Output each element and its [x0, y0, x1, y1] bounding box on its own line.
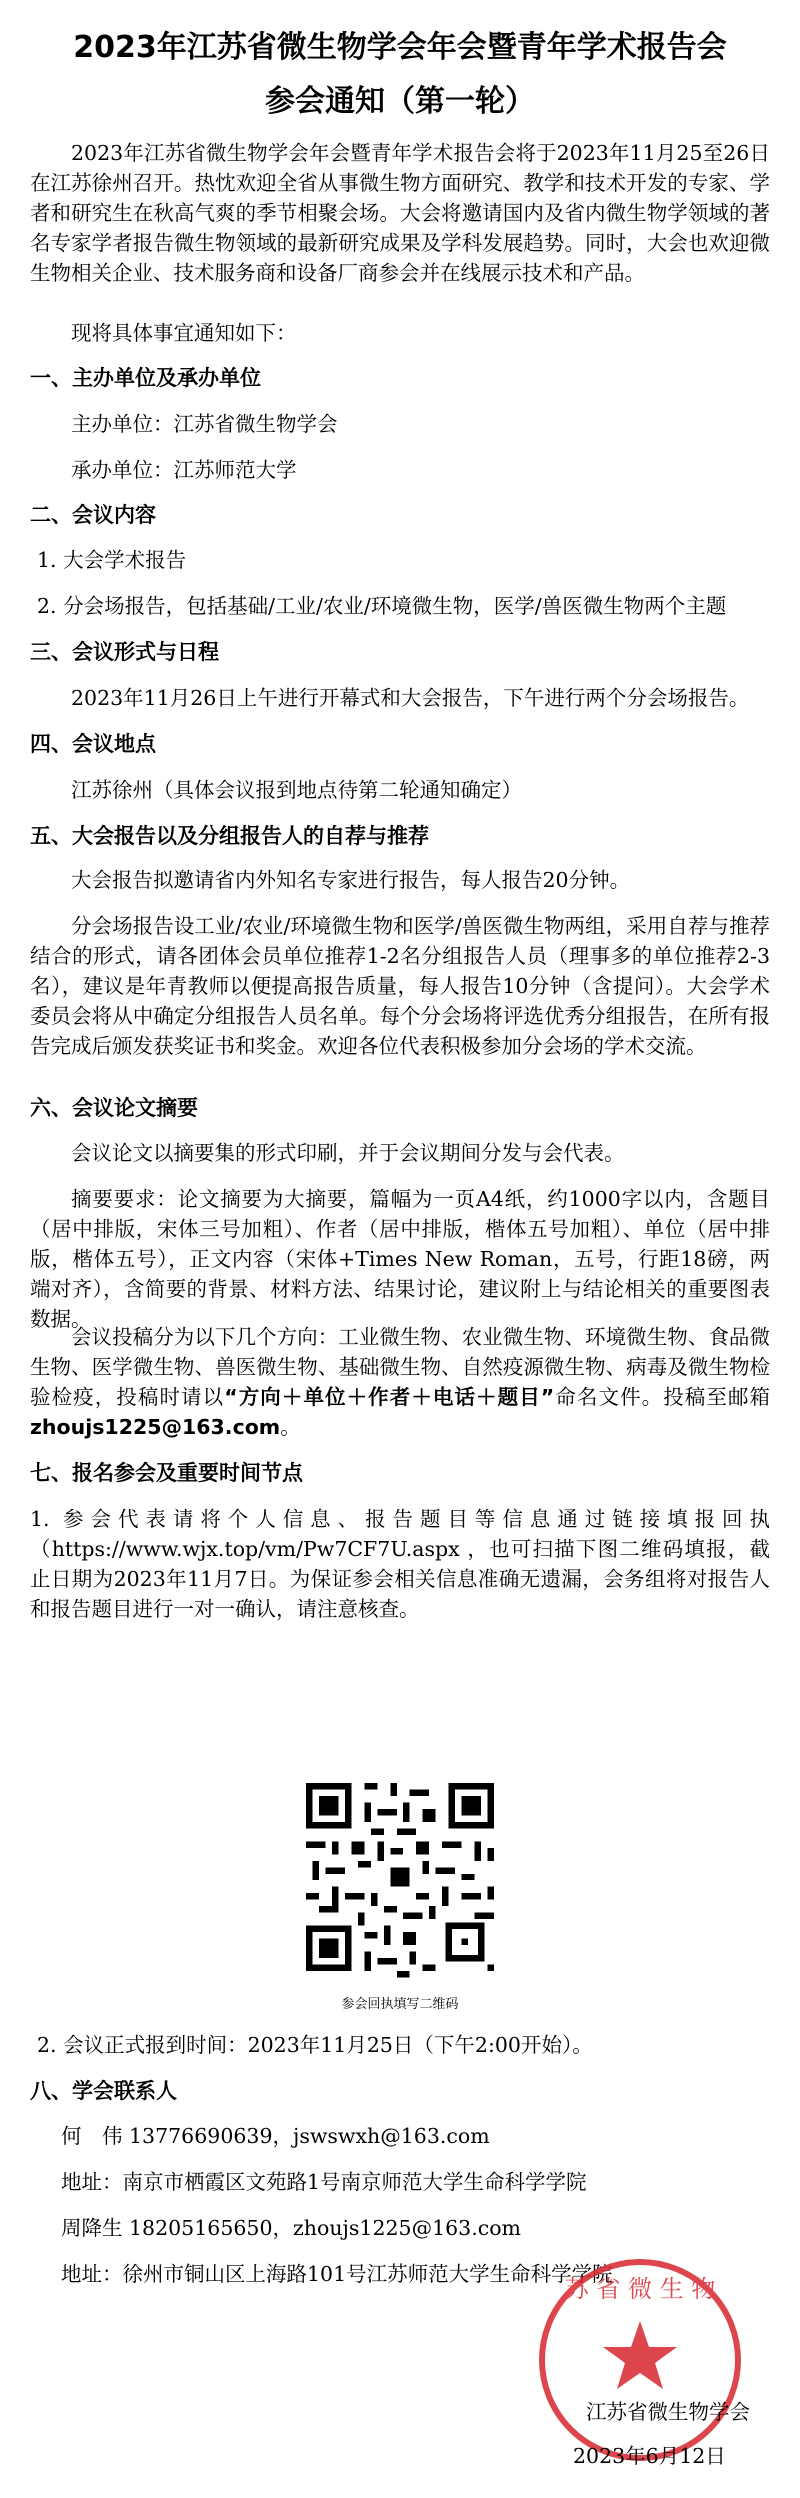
intro-lead: 现将具体事宜通知如下：: [71, 321, 297, 345]
registration-item-2: 2. 会议正式报到时间：2023年11月25日（下午2:00开始）。: [37, 2033, 593, 2057]
section-1-heading: 一、主办单位及承办单位: [30, 366, 261, 390]
section-5-heading: 五、大会报告以及分组报告人的自荐与推荐: [30, 824, 429, 848]
submission-text-c: 命名文件。投稿至邮箱: [554, 1385, 771, 1409]
section-7-heading: 七、报名参会及重要时间节点: [30, 1461, 303, 1485]
intro-paragraph: 2023年江苏省微生物学会年会暨青年学术报告会将于2023年11月25至26日在江苏徐州召开。热忱欢迎全省从事微生物方面研究、教学和技术开发的专家、学者和研究生在秋高气爽的季节相聚会场。大会将邀请国内及省内微生物学领域的著名专家学者报告微生物领域的最新研究成果及学科发展趋势。同时，大会也欢迎微生物相关企业、技术服务商和设备厂商参会并在线展示技术和产品。: [30, 141, 770, 285]
submission-paragraph: [30, 1322, 770, 1442]
section-4-heading: 四、会议地点: [30, 732, 156, 756]
registration-item-1: 1. 参会代表请将个人信息、报告题目等信息通过链接填报回执（https://www.wjx.top/vm/Pw7CF7U.aspx ，也可扫描下图二维码填报，截止日期为2023年11月7日。为保证参会相关信息准确无遗漏，会务组将对报告人和报告题目进行一对一确认，请注意核查。: [30, 1507, 770, 1621]
session-report-paragraph: 分会场报告设工业/农业/环境微生物和医学/兽医微生物两组，采用自荐与推荐结合的形式，请各团体会员单位推荐1-2名分组报告人员（理事多的单位推荐2-3名），建议是年青教师以便提高报告质量，每人报告10分钟（含提问）。大会学术委员会将从中确定分组报告人员名单。每个分会场将评选优秀分组报告，在所有报告完成后颁发获奖证书和奖金。欢迎各位代表积极参加分会场的学术交流。: [30, 914, 770, 1058]
section-8-heading: 八、学会联系人: [30, 2079, 177, 2103]
content-item-1: 1. 大会学术报告: [37, 548, 187, 572]
submission-email: zhoujs1225@163.com: [30, 1415, 281, 1439]
document-subtitle: 参会通知（第一轮）: [265, 84, 535, 119]
address-nanjing: 地址：南京市栖霞区文苑路1号南京师范大学生命科学学院: [61, 2170, 587, 2194]
organizer-unit: 承办单位：江苏师范大学: [71, 458, 297, 482]
address-xuzhou: 地址：徐州市铜山区上海路101号江苏师范大学生命科学学院: [61, 2262, 613, 2286]
seal-lettering: 苏 省 微 生 物: [564, 2275, 716, 2303]
signature-date: 2023年6月12日: [573, 2444, 726, 2468]
submission-text-a: 会议投稿分为以下几个方向：工业微生物、农业微生物、环境微生物、食品微生物、医学微生物、兽医微生物、基础微生物、自然疫源微生物、病毒及微生物检验检疫，投稿时请以: [30, 1325, 770, 1409]
host-unit: 主办单位：江苏省微生物学会: [71, 412, 338, 436]
contact-zhou: 周降生 18205165650，zhoujs1225@163.com: [61, 2216, 521, 2240]
venue-text: 江苏徐州（具体会议报到地点待第二轮通知确定）: [71, 778, 522, 802]
section-6-heading: 六、会议论文摘要: [30, 1096, 198, 1120]
section-3-heading: 三、会议形式与日程: [30, 640, 219, 664]
abstract-requirements: 摘要要求：论文摘要为大摘要，篇幅为一页A4纸，约1000字以内，含题目（居中排版，宋体三号加粗）、作者（居中排版，楷体五号加粗）、单位（居中排版，楷体五号），正文内容（宋体+Times New Roman，五号，行距18磅，两端对齐），含简要的背景、材料方法、结果讨论，建议附上与结论相关的重要图表数据。: [30, 1187, 770, 1331]
keynote-text: 大会报告拟邀请省内外知名专家进行报告，每人报告20分钟。: [71, 868, 631, 892]
content-item-2: 2. 分会场报告，包括基础/工业/农业/环境微生物，医学/兽医微生物两个主题: [37, 594, 727, 618]
qr-caption: 参会回执填写二维码: [341, 1997, 459, 2012]
schedule-text: 2023年11月26日上午进行开幕式和大会报告，下午进行两个分会场报告。: [71, 686, 750, 710]
official-seal: [535, 2255, 745, 2465]
abstract-print-text: 会议论文以摘要集的形式印刷，并于会议期间分发与会代表。: [71, 1141, 625, 1165]
document-title: 2023年江苏省微生物学会年会暨青年学术报告会: [73, 30, 727, 65]
submission-text-e: 。: [280, 1415, 301, 1439]
signature-org: 江苏省微生物学会: [586, 2400, 750, 2424]
filename-format: “方向＋单位＋作者＋电话＋题目”: [224, 1385, 555, 1409]
registration-qr-code[interactable]: [293, 1770, 507, 1984]
contact-he-wei: 何 伟 13776690639，jswswxh@163.com: [61, 2124, 490, 2148]
section-2-heading: 二、会议内容: [30, 503, 156, 527]
